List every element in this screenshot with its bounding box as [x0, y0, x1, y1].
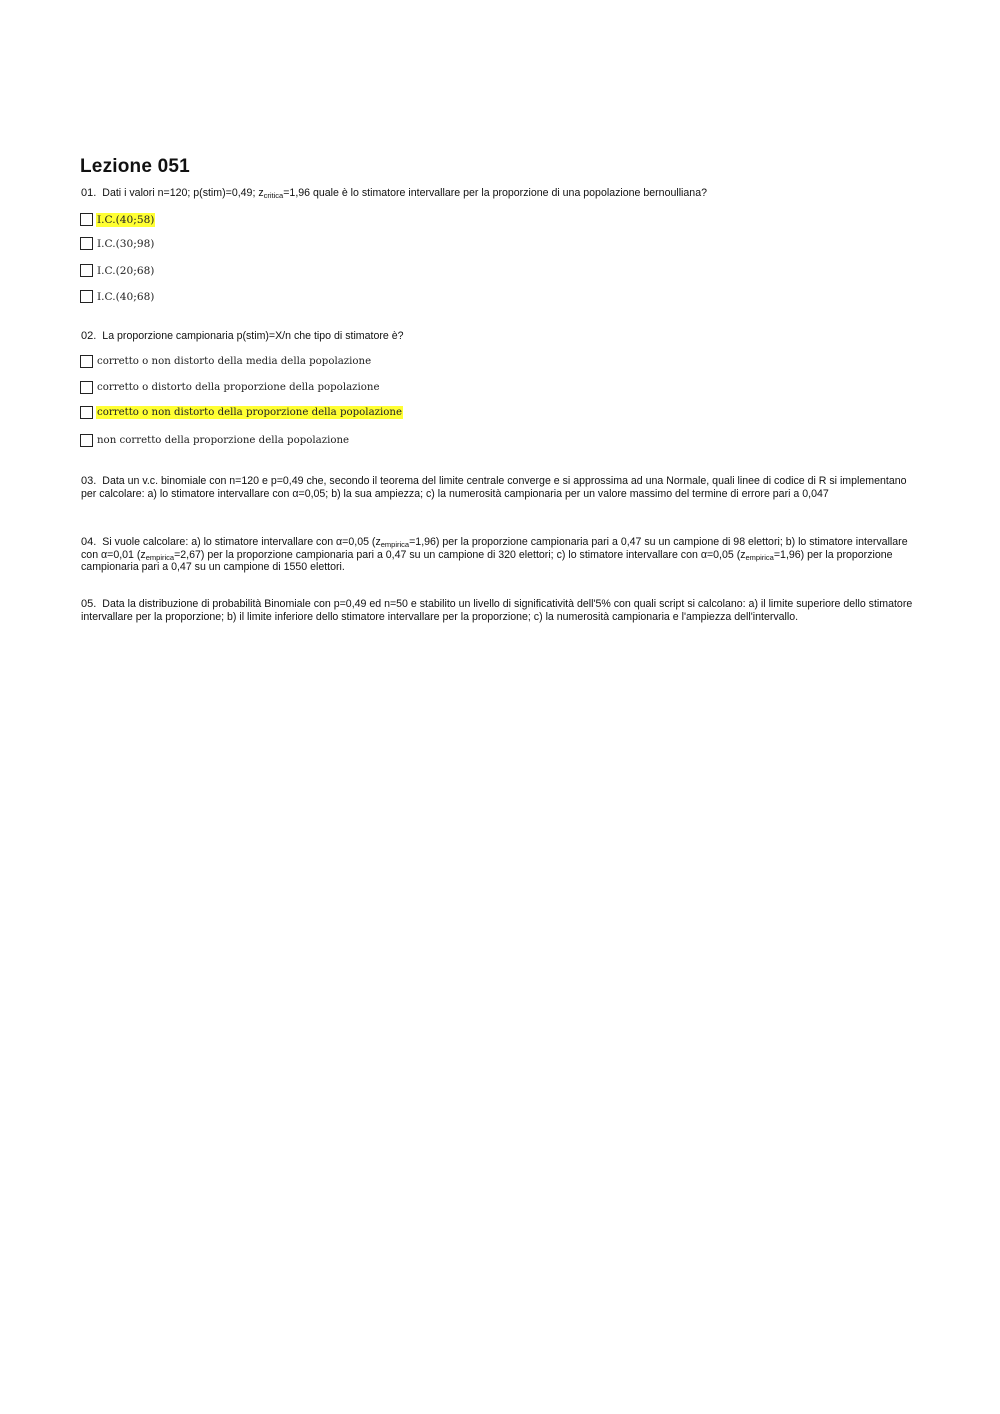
question-text: =1,96) per la proporzione campionaria pari a 0,47 su un campione di 1550 elettori.	[81, 548, 893, 573]
option-1b[interactable]	[80, 236, 155, 251]
option-2d[interactable]	[80, 433, 350, 448]
question-number: 04.	[81, 536, 97, 548]
option-label: I.C.(40;58)	[97, 213, 155, 226]
question-5	[81, 598, 921, 623]
question-text: La proporzione campionaria p(stim)=X/n che tipo di stimatore è?	[102, 330, 404, 342]
option-1a[interactable]	[80, 212, 155, 227]
question-number: 02.	[81, 330, 97, 342]
option-2b[interactable]	[80, 380, 381, 395]
option-label: corretto o distorto della proporzione della popolazione	[97, 382, 380, 393]
question-text: Dati i valori n=120; p(stim)=0,49; z	[102, 187, 264, 199]
lesson-title: Lezione 051	[80, 156, 190, 177]
checkbox[interactable]	[80, 290, 93, 303]
question-1	[81, 187, 921, 200]
checkbox[interactable]	[80, 213, 93, 226]
subscript: empirica	[745, 552, 774, 562]
option-label: corretto o non distorto della proporzione della popolazione	[97, 407, 402, 418]
question-2	[81, 330, 921, 343]
question-3	[81, 475, 921, 500]
checkbox[interactable]	[80, 355, 93, 368]
option-label: I.C.(20;68)	[97, 264, 155, 277]
question-text: =1,96 quale è lo stimatore intervallare per la proporzione di una popolazione bernoulliana?	[283, 187, 707, 199]
subscript: empirica	[145, 552, 175, 562]
question-text: =2,67) per la proporzione campionaria pari a 0,47 su un campione di 320 elettori; c) lo stimatore intervallare con α=0,05 (z	[174, 548, 746, 561]
option-label: non corretto della proporzione della popolazione	[97, 435, 350, 446]
subscript: empirica	[380, 540, 410, 549]
question-number: 05.	[81, 598, 97, 610]
question-text: Data un v.c. binomiale con n=120 e p=0,49 che, secondo il teorema del limite centrale converge e si approssima ad una Normale, quali linee di codice di R si implementano per calcolare: a) lo stimatore intervallare con α=0,05; b) la sua ampiezza; c) la numerosità campionaria per un valore massimo del termine di errore pari a 0,047	[81, 475, 907, 500]
option-1d[interactable]	[80, 289, 155, 304]
option-label: I.C.(40;68)	[97, 290, 155, 303]
checkbox[interactable]	[80, 381, 93, 394]
checkbox[interactable]	[80, 237, 93, 250]
question-text: Data la distribuzione di probabilità Binomiale con p=0,49 ed n=50 e stabilito un livello di significatività dell'5% con quali script si calcolano: a) il limite superiore dello stimatore intervallare per la proporzione; b) il limite inferiore dello stimatore intervallare per la proporzione; c) la numerosità campionaria e l'ampiezza dell'intervallo.	[81, 598, 913, 623]
option-2a[interactable]	[80, 354, 372, 369]
question-4	[81, 536, 921, 574]
checkbox[interactable]	[80, 406, 93, 419]
question-text: =1,96) per la proporzione campionaria pari a 0,47 su un campione di 98 elettori; b) lo stimatore intervallare con α=0,01 (z	[81, 536, 908, 561]
question-number: 03.	[81, 475, 97, 487]
checkbox[interactable]	[80, 434, 93, 447]
option-label: I.C.(30;98)	[97, 237, 155, 250]
question-text: Si vuole calcolare: a) lo stimatore intervallare con α=0,05 (z	[102, 536, 381, 548]
checkbox[interactable]	[80, 264, 93, 277]
option-1c[interactable]	[80, 263, 155, 278]
question-number: 01.	[81, 187, 97, 199]
subscript: critica	[263, 191, 284, 200]
option-2c[interactable]	[80, 405, 403, 420]
option-label: corretto o non distorto della media della popolazione	[97, 356, 372, 367]
